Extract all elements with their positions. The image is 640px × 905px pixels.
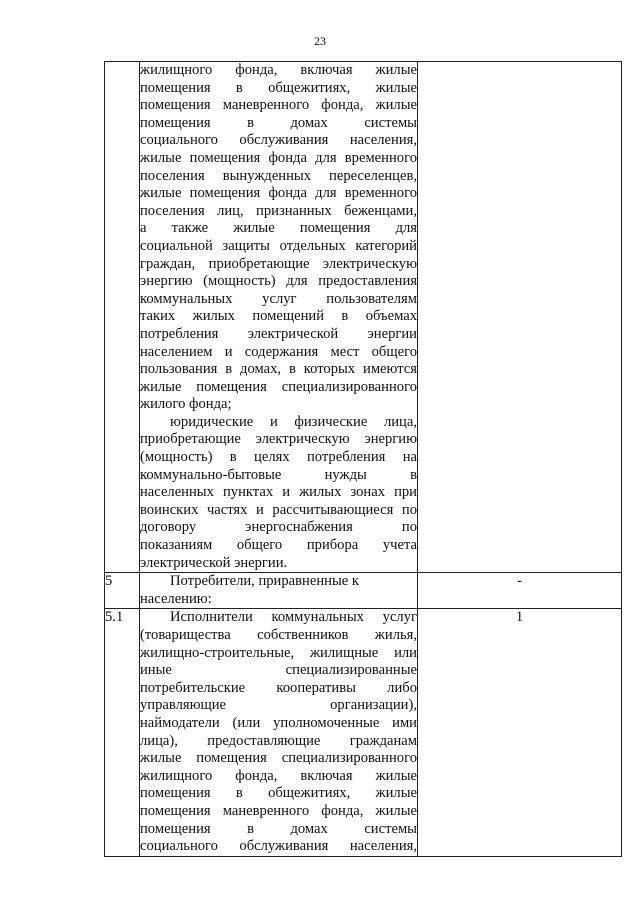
text-line: управляющие организации), <box>140 697 417 714</box>
text-line: таких жилых помещений в объемах <box>140 308 417 325</box>
row-number: 5.1 <box>105 609 140 856</box>
tariff-table <box>104 61 622 857</box>
row-description <box>140 609 418 856</box>
row-number <box>105 62 140 573</box>
text-line: поселения лиц, признанных беженцами, <box>140 202 417 219</box>
text-line: населению: <box>140 590 212 607</box>
text-line: жилые помещения специализированного <box>140 750 417 767</box>
text-line: жилые помещения специализированного <box>140 378 417 395</box>
text-line: населенных пунктах и жилых зонах при <box>140 484 417 501</box>
row-description <box>140 573 418 609</box>
text-line: (мощность) в целях потребления на <box>140 449 417 466</box>
text-line: жилые помещения фонда для временного <box>140 149 417 166</box>
text-line: социального обслуживания населения, <box>140 838 417 855</box>
text-line: пользования в домах, в которых имеются <box>140 361 417 378</box>
text-line: (товарищества собственников жилья, <box>140 627 417 643</box>
text-line: приобретающие электрическую энергию <box>140 431 417 448</box>
text-line: помещения маневренного фонда, жилые <box>140 97 417 114</box>
text-line: а также жилые помещения для <box>140 220 417 237</box>
text-line: жилого фонда; <box>140 396 232 413</box>
row-description <box>140 62 418 573</box>
text-line: показаниям общего прибора учета <box>140 537 417 554</box>
text-line: коммунально-бытовые нужды в <box>140 466 417 483</box>
text-line: иные специализированные <box>140 662 417 679</box>
text-line: социального обслуживания населения, <box>140 132 417 149</box>
row-value: - <box>418 573 622 609</box>
text-line: юридические и физические лица, <box>170 413 417 430</box>
text-line: воинских частях и рассчитывающиеся по <box>140 501 417 518</box>
text-line: потребительские кооперативы либо <box>140 679 417 696</box>
text-line: потребления электрической энергии <box>140 325 417 342</box>
text-line: жилищного фонда, включая жилые <box>140 62 417 78</box>
text-line: помещения в общежитиях, жилые <box>140 79 417 96</box>
text-line: жилищно-строительные, жилищные или <box>140 644 417 661</box>
text-line: населением и содержания мест общего <box>140 343 417 360</box>
table-row <box>105 609 622 856</box>
text-line: договору энергоснабжения по <box>140 519 417 536</box>
text-line: лица), предоставляющие гражданам <box>140 732 417 749</box>
text-line: помещения в общежитиях, жилые <box>140 785 417 802</box>
text-line: помещения в домах системы <box>140 114 417 131</box>
row-value: 1 <box>418 609 622 856</box>
text-line: граждан, приобретающие электрическую <box>140 255 417 272</box>
text-line: социальной защиты отдельных категорий <box>140 237 417 254</box>
table-row <box>105 573 622 609</box>
text-line: Потребители, приравненные к <box>170 573 359 590</box>
row-value <box>418 62 622 573</box>
text-line: наймодатели (или уполномоченные ими <box>140 714 417 731</box>
text-line: жилищного фонда, включая жилые <box>140 767 417 784</box>
text-line: электрической энергии. <box>140 554 288 571</box>
text-line: поселения вынужденных переселенцев, <box>140 167 417 184</box>
table-row <box>105 62 622 573</box>
text-line: жилые помещения фонда для временного <box>140 185 417 202</box>
text-line: Исполнители коммунальных услуг <box>170 609 417 626</box>
row-number: 5 <box>105 573 140 609</box>
page-number: 23 <box>314 34 326 48</box>
text-line: коммунальных услуг пользователям <box>140 290 417 307</box>
text-line: помещения маневренного фонда, жилые <box>140 802 417 819</box>
text-line: энергию (мощность) для предоставления <box>140 273 417 290</box>
text-line: помещения в домах системы <box>140 820 417 837</box>
